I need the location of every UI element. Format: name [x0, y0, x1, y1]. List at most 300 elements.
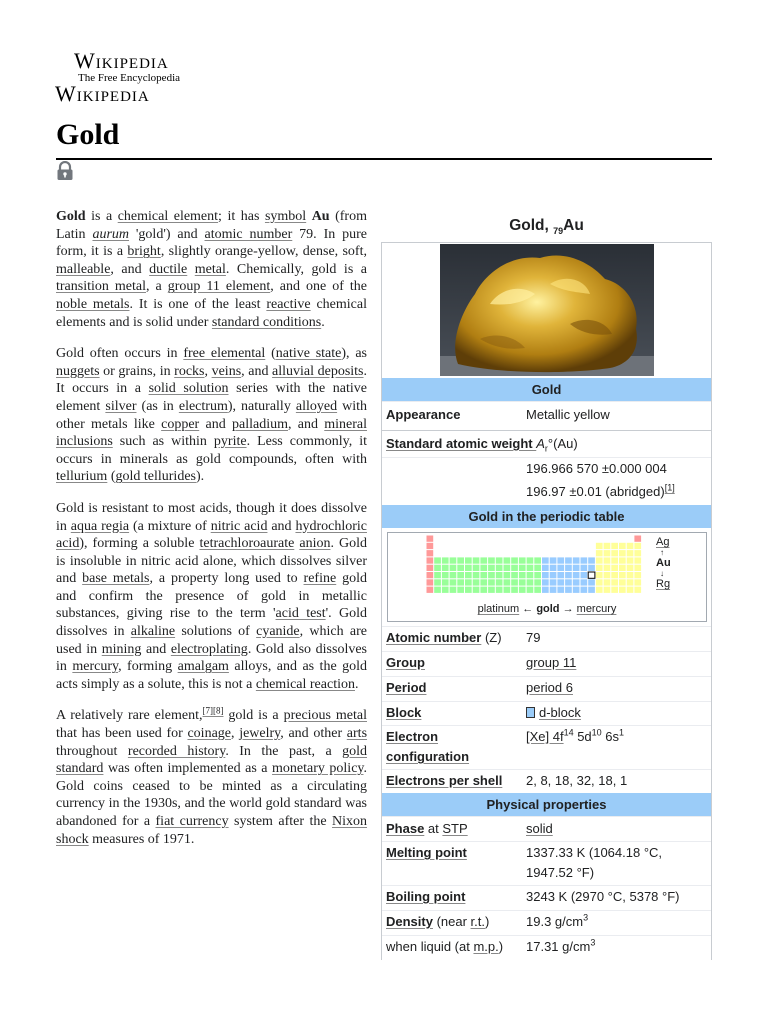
period-value[interactable]: period 6 — [526, 680, 573, 695]
article-link[interactable]: chemical element — [117, 209, 219, 224]
pt-cell[interactable] — [519, 579, 526, 585]
infobox-header-periodic: Gold in the periodic table — [382, 505, 711, 528]
pt-cell[interactable] — [504, 557, 511, 563]
pt-cell[interactable] — [504, 587, 511, 593]
article-link[interactable]: aurum — [92, 226, 130, 242]
article-link[interactable]: electrum — [178, 398, 228, 414]
article-link[interactable]: mineral inclusions — [56, 416, 368, 450]
pt-cell[interactable] — [457, 557, 464, 563]
pt-cell[interactable] — [488, 557, 495, 563]
pt-cell[interactable] — [519, 572, 526, 578]
article-text: . It is one of the least — [129, 296, 267, 312]
article-text: ), as — [341, 346, 367, 362]
pt-cell[interactable] — [604, 579, 611, 585]
paragraph-intro — [56, 208, 367, 331]
pt-cell[interactable] — [627, 543, 634, 549]
pt-cell[interactable] — [588, 579, 595, 585]
pt-cell[interactable] — [627, 579, 634, 585]
pt-cell[interactable] — [427, 587, 434, 593]
pt-cell[interactable] — [473, 579, 480, 585]
pt-cell[interactable] — [496, 579, 503, 585]
pt-cell[interactable] — [634, 572, 641, 578]
pt-left-link[interactable]: platinum — [477, 603, 520, 615]
electron-config-link[interactable]: Electron configuration — [386, 729, 470, 764]
pt-cell[interactable] — [634, 579, 641, 585]
article-text: . — [321, 314, 325, 330]
saw-r: r — [544, 443, 548, 454]
periodic-row-nav: platinum ← gold → mercury — [477, 603, 617, 615]
pt-cell[interactable] — [581, 579, 588, 585]
pt-cell[interactable] — [488, 587, 495, 593]
saw-au: °(Au) — [547, 436, 578, 451]
article-link[interactable]: acid test — [275, 606, 326, 622]
row-phase: Phase at STP solid — [382, 816, 711, 841]
pt-cell[interactable] — [465, 572, 472, 578]
pt-cell[interactable] — [634, 565, 641, 571]
pt-cell[interactable] — [627, 572, 634, 578]
row-electrons-per-shell — [382, 769, 711, 793]
infobox-header-gold: Gold — [382, 378, 711, 401]
pt-cell[interactable] — [565, 572, 572, 578]
pt-cell[interactable] — [442, 572, 449, 578]
article-link[interactable]: mercury — [72, 659, 119, 675]
article-text: , and other — [280, 726, 347, 742]
group-value[interactable]: group 11 — [526, 655, 577, 670]
article-text: . Gold also dissolves in — [56, 641, 367, 675]
pt-cell[interactable] — [465, 557, 472, 563]
article-link[interactable]: ductile — [149, 261, 188, 277]
periodic-table-grid[interactable] — [426, 535, 686, 597]
pt-cell[interactable] — [457, 587, 464, 593]
pt-cell[interactable] — [611, 565, 618, 571]
article-link[interactable]: anion — [299, 536, 331, 552]
article-text: and — [267, 518, 296, 534]
article-link[interactable]: alloyed — [295, 398, 338, 414]
article-link[interactable]: base metals — [82, 571, 150, 587]
pt-cell[interactable] — [557, 557, 564, 563]
pt-cell[interactable] — [511, 587, 518, 593]
pt-cell[interactable] — [634, 557, 641, 563]
pt-cell[interactable] — [511, 572, 518, 578]
pt-cell[interactable] — [627, 557, 634, 563]
article-text: ), forming a soluble — [79, 536, 200, 552]
pt-cell[interactable] — [527, 579, 534, 585]
article-link[interactable]: copper — [161, 416, 200, 432]
pt-cell[interactable] — [611, 579, 618, 585]
pt-cell[interactable] — [511, 565, 518, 571]
article-link[interactable]: tetrachloroaurate — [199, 536, 295, 552]
pt-cell[interactable] — [627, 565, 634, 571]
pt-cell[interactable] — [619, 550, 626, 556]
article-link[interactable]: solid solution — [148, 381, 229, 397]
pt-cell[interactable] — [619, 587, 626, 593]
article-link[interactable]: chemical reaction — [255, 676, 355, 692]
article-text: system after the — [228, 814, 333, 829]
pt-cell[interactable] — [473, 557, 480, 563]
pt-cell[interactable] — [534, 579, 541, 585]
paragraph-occurrence — [56, 345, 367, 486]
pt-cell-gold[interactable] — [588, 572, 595, 578]
pt-cell[interactable] — [619, 579, 626, 585]
pt-cell[interactable] — [565, 557, 572, 563]
pt-cell[interactable] — [581, 565, 588, 571]
pt-cell[interactable] — [596, 579, 603, 585]
melting-point-value: 1337.33 K (1064.18 °C, 1947.52 °F) — [526, 845, 663, 880]
mp-link[interactable]: m.p. — [473, 939, 499, 954]
pt-cell[interactable] — [573, 587, 580, 593]
pt-cell[interactable] — [581, 557, 588, 563]
pt-cell[interactable] — [534, 557, 541, 563]
article-link[interactable]: hydrochloric acid — [56, 518, 367, 552]
pt-cell[interactable] — [527, 557, 534, 563]
article-text: , and — [241, 363, 273, 379]
pt-cell[interactable] — [611, 587, 618, 593]
article-text: series with the native element — [56, 381, 367, 414]
article-link[interactable]: recorded history — [127, 743, 226, 759]
pt-cell[interactable] — [619, 557, 626, 563]
pt-cell[interactable] — [619, 565, 626, 571]
pt-cell[interactable] — [519, 565, 526, 571]
article-link[interactable]: gold tellurides — [115, 469, 196, 485]
pt-cell[interactable] — [619, 572, 626, 578]
pt-cell[interactable] — [588, 557, 595, 563]
pt-cell[interactable] — [457, 565, 464, 571]
pt-cell[interactable] — [596, 550, 603, 556]
pt-cell[interactable] — [434, 579, 441, 585]
pt-cell[interactable] — [596, 557, 603, 563]
pt-center: gold — [536, 603, 560, 615]
article-text — [187, 262, 195, 277]
phase-link[interactable]: Phase — [386, 821, 425, 836]
pt-cell[interactable] — [427, 543, 434, 549]
article-link[interactable]: fiat currency — [155, 814, 229, 829]
periodic-table-box — [387, 532, 707, 622]
title-divider — [56, 158, 712, 160]
article-link[interactable]: reactive — [266, 296, 311, 312]
article-text: ( — [107, 469, 116, 485]
row-block — [382, 701, 711, 725]
article-link[interactable]: metal — [194, 261, 226, 277]
wikipedia-logo[interactable] — [74, 50, 194, 84]
periodic-neighbors — [656, 536, 671, 591]
article-link[interactable]: tellurium — [56, 469, 108, 485]
pt-cell[interactable] — [542, 587, 549, 593]
pt-cell[interactable] — [534, 572, 541, 578]
article-link[interactable]: veins — [211, 363, 242, 379]
row-boiling-point — [382, 885, 711, 910]
reference-link[interactable]: [7][8] — [202, 705, 224, 716]
article-text: gold is a — [223, 708, 284, 724]
pt-cell[interactable] — [581, 587, 588, 593]
pt-cell[interactable] — [427, 572, 434, 578]
pt-cell[interactable] — [627, 550, 634, 556]
article-link[interactable]: bright — [127, 244, 161, 260]
article-link[interactable]: mining — [101, 641, 142, 657]
pt-above-link[interactable]: Ag — [656, 536, 670, 548]
atomic-number-value: 79 — [526, 630, 541, 645]
pt-cell[interactable] — [511, 557, 518, 563]
pt-cell[interactable] — [573, 557, 580, 563]
article-text: (a mixture of — [129, 518, 211, 534]
article-text: Gold — [56, 209, 86, 224]
pt-cell[interactable] — [519, 557, 526, 563]
article-link[interactable]: alluvial deposits — [272, 363, 364, 379]
pt-cell[interactable] — [604, 565, 611, 571]
pt-cell[interactable] — [442, 565, 449, 571]
article-link[interactable]: monetary policy — [272, 761, 364, 777]
article-link[interactable]: symbol — [264, 209, 307, 224]
row-electron-config — [382, 725, 711, 769]
pt-cell[interactable] — [480, 565, 487, 571]
saw-link[interactable]: Standard atomic weight — [386, 436, 537, 451]
article-link[interactable]: arts — [346, 726, 368, 742]
pt-cell[interactable] — [496, 565, 503, 571]
row-period — [382, 676, 711, 701]
pt-cell[interactable] — [442, 579, 449, 585]
eps-value: 2, 8, 18, 32, 18, 1 — [526, 773, 628, 788]
period-link[interactable]: Period — [386, 680, 427, 695]
pt-cell[interactable] — [573, 579, 580, 585]
pt-cell[interactable] — [588, 587, 595, 593]
pt-cell[interactable] — [596, 587, 603, 593]
pt-cell[interactable] — [427, 550, 434, 556]
pt-cell[interactable] — [611, 550, 618, 556]
article-link[interactable]: silver — [105, 398, 137, 414]
article-link[interactable]: electroplating — [170, 641, 248, 657]
pt-cell[interactable] — [565, 579, 572, 585]
melting-point-link[interactable]: Melting point — [386, 845, 467, 860]
pt-below-link[interactable]: Rg — [656, 578, 671, 590]
article-link[interactable]: amalgam — [177, 659, 229, 675]
pt-cell[interactable] — [434, 565, 441, 571]
article-text: measures of 1971. — [88, 831, 195, 847]
pt-cell[interactable] — [457, 579, 464, 585]
pt-cell[interactable] — [434, 587, 441, 593]
row-saw-label — [382, 430, 711, 457]
block-link[interactable]: Block — [386, 705, 422, 720]
pt-cell[interactable] — [581, 572, 588, 578]
pt-cell[interactable] — [604, 572, 611, 578]
pt-cell[interactable] — [611, 543, 618, 549]
gold-nugget-image[interactable] — [382, 243, 711, 378]
pt-cell[interactable] — [542, 572, 549, 578]
article-link[interactable]: palladium — [231, 416, 288, 432]
pt-cell[interactable] — [480, 572, 487, 578]
saw-value-2: 196.97 ±0.01 (abridged)[1] — [526, 482, 675, 499]
lock-icon[interactable] — [56, 161, 74, 181]
pt-cell[interactable] — [427, 565, 434, 571]
article-link[interactable]: noble metals — [56, 296, 130, 312]
article-text: . Gold is insoluble in nitric acid alone, which dissolves silver and — [56, 536, 368, 587]
article-link[interactable]: native state — [275, 346, 342, 362]
pt-cell[interactable] — [557, 579, 564, 585]
pt-cell[interactable] — [480, 587, 487, 593]
pt-cell[interactable] — [450, 587, 457, 593]
pt-cell[interactable] — [596, 572, 603, 578]
article-link[interactable]: gold standard — [56, 743, 367, 777]
article-text: , and — [287, 416, 325, 432]
pt-cell[interactable] — [450, 557, 457, 563]
pt-cell[interactable] — [611, 572, 618, 578]
pt-cell[interactable] — [534, 587, 541, 593]
pt-cell[interactable] — [504, 579, 511, 585]
pt-cell[interactable] — [504, 565, 511, 571]
pt-cell[interactable] — [450, 565, 457, 571]
pt-cell[interactable] — [627, 587, 634, 593]
article-link[interactable]: nuggets — [56, 363, 100, 379]
pt-cell[interactable] — [519, 587, 526, 593]
article-link[interactable]: atomic number — [204, 226, 293, 242]
boiling-point-value: 3243 K (2970 °C, 5378 °F) — [526, 889, 680, 904]
pt-cell[interactable] — [511, 579, 518, 585]
density-link[interactable]: Density — [386, 914, 433, 929]
article-link[interactable]: pyrite — [213, 434, 247, 450]
pt-cell[interactable] — [465, 579, 472, 585]
pt-cell[interactable] — [465, 587, 472, 593]
atomic-number-link[interactable]: Atomic number — [386, 630, 482, 645]
arrow-up: ↑ — [660, 548, 664, 557]
pt-cell[interactable] — [604, 557, 611, 563]
article-text: A relatively rare element, — [56, 708, 203, 724]
pt-cell[interactable] — [527, 587, 534, 593]
paragraph-chemistry — [56, 500, 367, 694]
boiling-point-link[interactable]: Boiling point — [386, 889, 466, 904]
article-link[interactable]: free elemental — [183, 346, 266, 362]
rt-link[interactable]: r.t. — [470, 914, 485, 929]
article-link[interactable]: group 11 element — [167, 279, 271, 295]
article-text: 'gold') and — [129, 226, 205, 242]
pt-cell[interactable] — [557, 565, 564, 571]
caption-atomic-number: 79 — [553, 226, 564, 237]
pt-cell[interactable] — [504, 572, 511, 578]
pt-cell[interactable] — [550, 557, 557, 563]
pt-cell[interactable] — [450, 579, 457, 585]
caption-text: Gold, — [509, 217, 554, 234]
eps-link[interactable]: Electrons per shell — [386, 773, 503, 788]
article-link[interactable]: precious metal — [283, 708, 367, 724]
pt-cell[interactable] — [457, 572, 464, 578]
article-link[interactable]: alkaline — [130, 624, 176, 640]
pt-cell[interactable] — [596, 565, 603, 571]
article-link[interactable]: standard conditions — [211, 314, 322, 330]
article-link[interactable]: malleable — [56, 261, 111, 277]
pt-cell[interactable] — [634, 536, 641, 542]
article-link[interactable]: Nixon shock — [56, 814, 368, 847]
pt-cell[interactable] — [542, 557, 549, 563]
phase-value[interactable]: solid — [526, 821, 553, 836]
article-text: , — [204, 363, 212, 379]
pt-cell[interactable] — [442, 557, 449, 563]
article-link[interactable]: jewelry — [239, 726, 281, 742]
pt-cell[interactable] — [573, 572, 580, 578]
pt-cell[interactable] — [527, 572, 534, 578]
pt-cell[interactable] — [634, 587, 641, 593]
article-link[interactable]: coinage — [187, 726, 231, 742]
pt-cell[interactable] — [527, 565, 534, 571]
pt-cell[interactable] — [604, 543, 611, 549]
pt-cell[interactable] — [473, 587, 480, 593]
article-link[interactable]: transition metal — [56, 279, 146, 295]
stp-link[interactable]: STP — [442, 821, 468, 836]
article-link[interactable]: aqua regia — [70, 518, 130, 534]
article-text: , which are used in — [56, 624, 367, 657]
article-text: such as within — [112, 434, 214, 450]
pt-cell[interactable] — [488, 572, 495, 578]
pt-cell[interactable] — [427, 579, 434, 585]
article-text: . — [354, 676, 359, 692]
group-link[interactable]: Group — [386, 655, 425, 670]
block-value[interactable]: d-block — [539, 705, 581, 720]
pt-cell[interactable] — [534, 565, 541, 571]
pt-cell[interactable] — [550, 565, 557, 571]
density-value: 19.3 $g/cm^3$ — [526, 912, 589, 929]
pt-cell[interactable] — [557, 587, 564, 593]
pt-cell[interactable] — [488, 579, 495, 585]
pt-cell[interactable] — [434, 557, 441, 563]
pt-cell[interactable] — [442, 587, 449, 593]
pt-cell[interactable] — [565, 587, 572, 593]
pt-cell[interactable] — [550, 587, 557, 593]
pt-cell[interactable] — [550, 579, 557, 585]
pt-cell[interactable] — [611, 557, 618, 563]
pt-cell[interactable] — [604, 550, 611, 556]
pt-cell[interactable] — [634, 550, 641, 556]
pt-cell[interactable] — [573, 565, 580, 571]
article-text: , and — [110, 261, 150, 277]
article-link[interactable]: refine — [303, 571, 337, 587]
pt-cell[interactable] — [480, 557, 487, 563]
article-text: , forming — [118, 659, 178, 675]
pt-cell[interactable] — [596, 543, 603, 549]
row-saw-value1 — [382, 457, 711, 481]
pt-cell[interactable] — [588, 565, 595, 571]
pt-cell[interactable] — [550, 572, 557, 578]
pt-cell[interactable] — [427, 536, 434, 542]
pt-cell[interactable] — [488, 565, 495, 571]
logo-tagline: The Free Encyclopedia — [78, 72, 181, 84]
pt-cell[interactable] — [473, 572, 480, 578]
pt-cell[interactable] — [565, 565, 572, 571]
pt-cell[interactable] — [473, 565, 480, 571]
article-link[interactable]: cyanide — [256, 624, 300, 640]
pt-cell[interactable] — [480, 579, 487, 585]
row-group — [382, 651, 711, 676]
pt-cell[interactable] — [450, 572, 457, 578]
logo-wordmark-secondary: Wikipedia — [55, 81, 150, 106]
pt-cell[interactable] — [557, 572, 564, 578]
infobox-caption — [381, 210, 712, 242]
pt-cell[interactable] — [427, 557, 434, 563]
pt-cell[interactable] — [542, 565, 549, 571]
article-link[interactable]: nitric acid — [210, 518, 268, 534]
pt-cell[interactable] — [619, 543, 626, 549]
article-link[interactable]: rocks — [174, 363, 205, 379]
pt-cell[interactable] — [465, 565, 472, 571]
pt-cell[interactable] — [634, 543, 641, 549]
pt-cell[interactable] — [496, 557, 503, 563]
pt-right-link[interactable]: mercury — [576, 603, 617, 615]
pt-cell[interactable] — [496, 587, 503, 593]
infobox — [381, 210, 712, 960]
article-text: ; it has — [218, 209, 265, 224]
row-liquid-density: when liquid (at m.p.) 17.31 $g/cm^3$ — [382, 935, 711, 960]
logo-wordmark: Wikipedia — [74, 48, 169, 73]
pt-cell[interactable] — [604, 587, 611, 593]
pt-cell[interactable] — [496, 572, 503, 578]
pt-cell[interactable] — [434, 572, 441, 578]
ref-1[interactable]: [1] — [664, 482, 675, 493]
pt-cell[interactable] — [542, 579, 549, 585]
